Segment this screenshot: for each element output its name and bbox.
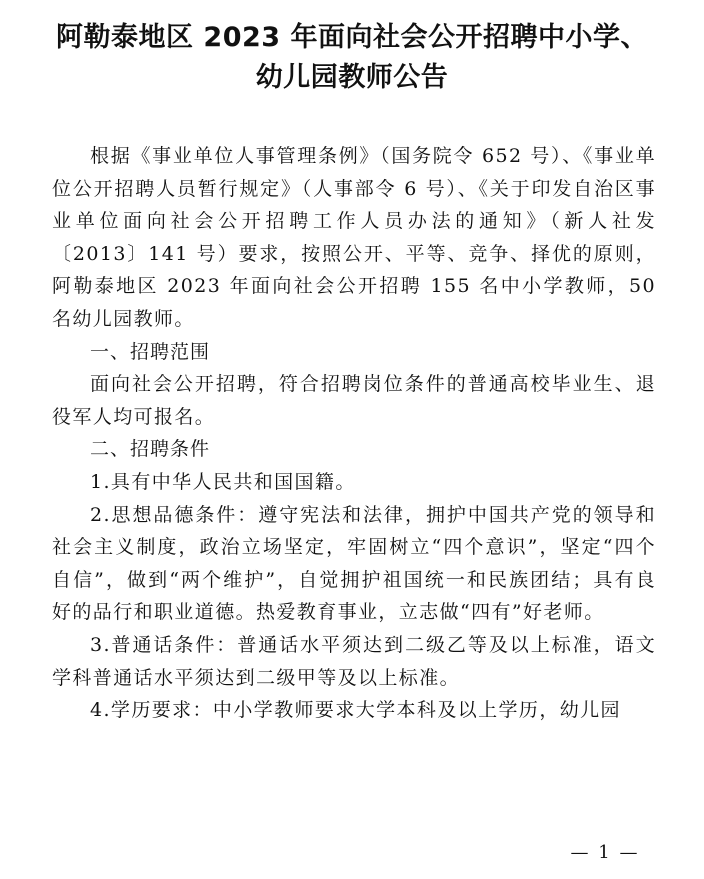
scope-paragraph: 面向社会公开招聘，符合招聘岗位条件的普通高校毕业生、退役军人均可报名。 xyxy=(52,373,656,428)
page-number: — 1 — xyxy=(570,842,640,863)
condition-moral: 2.思想品德条件：遵守宪法和法律，拥护中国共产党的领导和社会主义制度，政治立场坚定，牢固树立“四个意识”，坚定“四个自信”，做到“两个维护”，自觉拥护祖国统一和民族团结；具有良好的品行和职业道德。热爱教育事业，立志做“四有”好老师。 xyxy=(52,503,656,624)
condition-nationality: 1.具有中华人民共和国国籍。 xyxy=(90,470,356,493)
condition-mandarin: 3.普通话条件：普通话水平须达到二级乙等及以上标准，语文学科普通话水平须达到二级甲等及以上标准。 xyxy=(52,633,656,689)
intro-paragraph: 根据《事业单位人事管理条例》（国务院令 652 号）、《事业单位公开招聘人员暂行规定》（人事部令 6 号）、《关于印发自治区事业单位面向社会公开招聘工作人员办法的通知》（新人社发〔2013〕141 号）要求，按照公开、平等、竞争、择优的原则，阿勒泰地区 2023 年面向社会公开招聘 155 名中小学教师，50 名幼儿园教师。 xyxy=(52,145,656,330)
section-heading-scope: 一、招聘范围 xyxy=(90,340,211,363)
document-title-line-2: 幼儿园教师公告 xyxy=(255,62,449,93)
condition-education: 4.学历要求：中小学教师要求大学本科及以上学历，幼儿园 xyxy=(90,699,621,722)
section-heading-conditions: 二、招聘条件 xyxy=(90,438,211,461)
document-title-line-1: 阿勒泰地区 2023 年面向社会公开招聘中小学、 xyxy=(56,22,648,53)
document-body xyxy=(52,140,656,727)
